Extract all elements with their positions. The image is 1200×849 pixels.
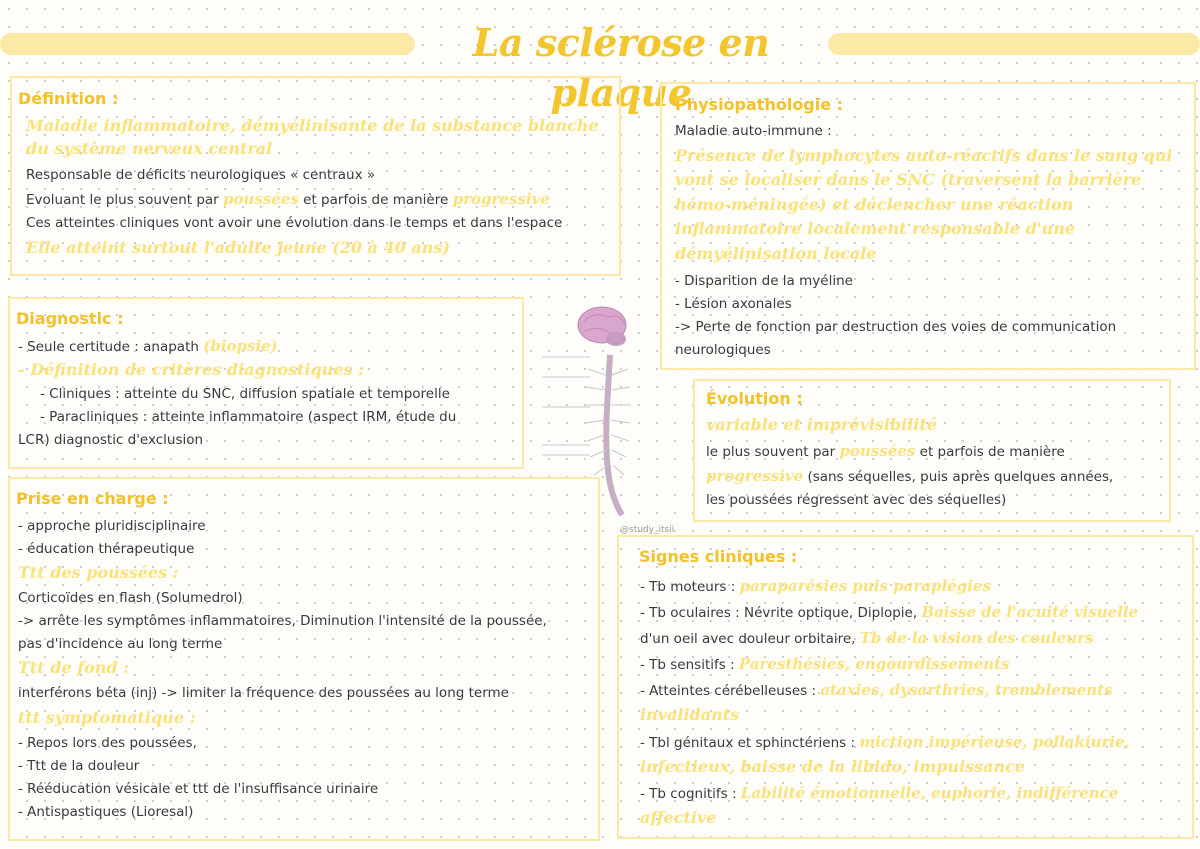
physio-line-4: -> Perte de fonction par destruction des voies de communication (675, 319, 1117, 335)
brain-spinal-cord-illustration (530, 295, 680, 517)
signes-line-5: - Atteintes cérébelleuses : ataxies, dysarthries, tremblements (640, 681, 1113, 699)
signes-l1-highlight: paraparésies puis paraplégies (739, 577, 991, 595)
evolution-progressive: progressive (706, 467, 804, 485)
prise-line-5: pas d'incidence au long terme (18, 636, 223, 652)
physio-line-2: - Disparition de la myéline (675, 273, 853, 289)
evolution-pousses: poussées (839, 442, 916, 460)
diagnostic-line-3: - Paracliniques : atteinte inflammatoire (aspect IRM, étude du (40, 409, 457, 425)
physio-highlight-3: hémo-méningée) et déclencher une réaction (675, 195, 1074, 214)
definition-line-3: Ces atteintes cliniques vont avoir une évolution dans le temps et dans l'espace (26, 215, 563, 231)
prise-line-1: - approche pluridisciplinaire (18, 518, 206, 534)
definition-heading: Définition : (18, 89, 119, 108)
evolution-line-1: le plus souvent par poussées et parfois de manière (706, 442, 1065, 460)
definition-progressive: progressive (452, 190, 550, 208)
diagnostic-highlight-1: - Définition de critères diagnostiques : (18, 360, 364, 379)
title-bar-left (0, 33, 415, 55)
definition-pousses: poussées (223, 190, 299, 208)
physio-line-3: - Lésion axonales (675, 296, 792, 312)
diagnostic-line-2: - Cliniques : atteinte du SNC, diffusion spatiale et temporelle (40, 386, 450, 402)
prise-line-4: -> arrête les symptômes inflammatoires, Diminution l'intensité de la poussée, (18, 613, 547, 629)
signes-highlight-3: affective (640, 808, 717, 827)
physio-line-1: Maladie auto-immune : (675, 123, 832, 139)
prise-line-6: interférons béta (inj) -> limiter la fréquence des poussées au long terme (18, 685, 509, 701)
evolution-heading: Évolution : (706, 389, 803, 408)
prise-en-charge-heading: Prise en charge : (16, 489, 169, 508)
physio-highlight-2: vont se localiser dans le SNC (traversent la barrière (675, 170, 1142, 189)
signes-line-4: - Tb sensitifs : Paresthésies, engourdissements (640, 655, 1010, 673)
signes-l5-highlight: ataxies, dysarthries, tremblements (820, 681, 1113, 699)
definition-highlight-1: Maladie inflammatoire, démyélinisante de la substance blanche (26, 116, 599, 135)
definition-highlight-3: Elle atteint surtout l'adulte jeune (20 à 40 ans) (26, 238, 450, 257)
prise-line-7: - Repos lors des poussées, (18, 735, 197, 751)
diagnostic-biopsie: (biopsie) (203, 337, 278, 355)
signes-highlight-2: infectieux, baisse de la libido, impuissance (640, 757, 1026, 776)
diagnostic-line-4: LCR) diagnostic d'exclusion (18, 432, 204, 448)
signes-line-7: - Tb cognitifs : Labilité émotionnelle, euphorie, indifférence (640, 784, 1119, 802)
title-bar-right (828, 33, 1200, 55)
signes-line-3: d'un oeil avec douleur orbitaire, Tb de la vision des couleurs (640, 629, 1094, 647)
physio-highlight-1: Présence de lymphocytes auto-réactifs dans le sang qui (675, 146, 1173, 165)
signes-l7-highlight: Labilité émotionnelle, euphorie, indifférence (740, 784, 1119, 802)
signes-l4-highlight: Paresthésies, engourdissements (738, 655, 1010, 673)
definition-line-1: Responsable de déficits neurologiques « centraux » (26, 167, 376, 183)
evolution-line-3: les poussées régressent avec des séquelles) (706, 492, 1007, 508)
diagnostic-heading: Diagnostic : (16, 309, 124, 328)
physiopathologie-heading: Physiopathologie : (675, 95, 844, 114)
physio-highlight-4: inflammatoire localement responsable d'une (675, 219, 1076, 238)
signes-line-2: - Tb oculaires : Névrite optique, Diplopie, Baisse de l'acuité visuelle (640, 603, 1139, 621)
prise-highlight-1: Ttt des poussées : (18, 563, 179, 582)
signes-line-6: - Tbl génitaux et sphinctériens : miction impérieuse, pollakiurie, (640, 733, 1130, 751)
prise-line-10: - Antispastiques (Lioresal) (18, 804, 194, 820)
prise-highlight-2: Ttt de fond : (18, 658, 130, 677)
prise-line-3: Corticoïdes en flash (Solumedrol) (18, 590, 243, 606)
credit-handle: @study_itsii (620, 525, 675, 535)
prise-highlight-3: ttt symptomatique : (18, 708, 196, 727)
evolution-highlight-1: variable et imprévisibilité (706, 415, 937, 434)
signes-l6-highlight: miction impérieuse, pollakiurie, (859, 733, 1130, 751)
signes-highlight-1: invalidants (640, 705, 740, 724)
diagnostic-line-1: - Seule certitude : anapath (biopsie) (18, 337, 278, 355)
physio-line-5: neurologiques (675, 342, 771, 358)
prise-line-2: - éducation thérapeutique (18, 541, 195, 557)
page-title: La sclérose en plaque (472, 20, 770, 115)
signes-l3-highlight: Tb de la vision des couleurs (859, 629, 1094, 647)
signes-l2-highlight: Baisse de l'acuité visuelle (921, 603, 1139, 621)
evolution-line-2: progressive (sans séquelles, puis après quelques années, (706, 467, 1114, 485)
prise-line-8: - Ttt de la douleur (18, 758, 140, 774)
physio-highlight-5: démyélinisation locale (675, 244, 877, 263)
definition-line-2: Evoluant le plus souvent par poussées et parfois de manière progressive (26, 190, 550, 208)
definition-highlight-2: du système nerveux central (26, 139, 273, 158)
prise-line-9: - Rééducation vésicale et ttt de l'insuffisance urinaire (18, 781, 379, 797)
signes-cliniques-heading: Signes cliniques : (639, 547, 798, 566)
signes-line-1: - Tb moteurs : paraparésies puis paraplégies (640, 577, 991, 595)
